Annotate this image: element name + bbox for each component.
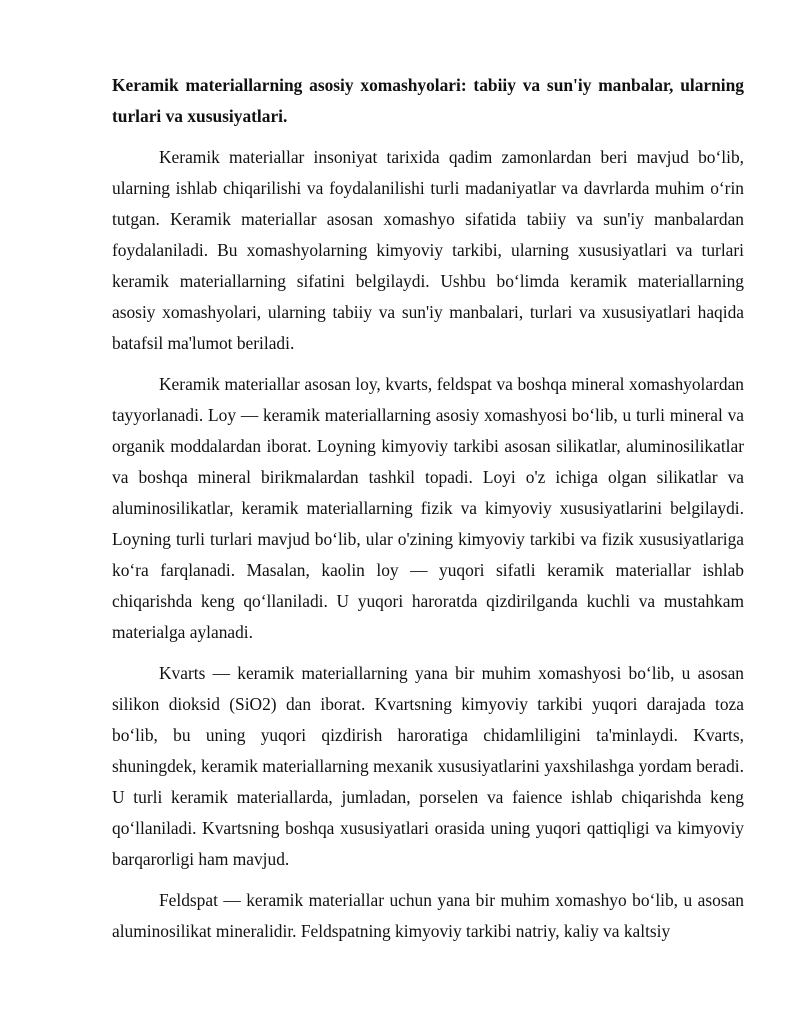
paragraph-loy: Keramik materiallar asosan loy, kvarts, feldspat va boshqa mineral xomashyolardan tayyorlanadi. Loy — keramik materiallarning asosiy xomashyosi bo‘lib, u turli mineral va organik moddalardan iborat. Loyning kimyoviy tarkibi asosan silikatlar, aluminosilikatlar va boshqa mineral birikmalardan tashkil topadi. Loyi o'z ichiga olgan silikatlar va aluminosilikatlar, keramik materiallarning fizik va kimyoviy xususiyatlarini belgilaydi. Loyning turli turlari mavjud bo‘lib, ular o'zining kimyoviy tarkibi va fizik xususiyatlariga ko‘ra farqlanadi. Masalan, kaolin loy — yuqori sifatli keramik materiallar ishlab chiqarishda keng qo‘llaniladi. U yuqori haroratda qizdirilganda kuchli va mustahkam materialga aylanadi.	[112, 374, 744, 642]
paragraph-kvarts: Kvarts — keramik materiallarning yana bir muhim xomashyosi bo‘lib, u asosan silikon dioksid (SiO2) dan iborat. Kvartsning kimyoviy tarkibi yuqori darajada toza bo‘lib, bu uning yuqori qizdirish haroratiga chidamliligini ta'minlaydi. Kvarts, shuningdek, keramik materiallarning mexanik xususiyatlarini yaxshilashga yordam beradi. U turli keramik materiallarda, jumladan, porselen va faience ishlab chiqarishda keng qo‘llaniladi. Kvartsning boshqa xususiyatlari orasida uning yuqori qattiqligi va kimyoviy barqarorligi ham mavjud.	[112, 663, 744, 869]
document-title: Keramik materiallarning asosiy xomashyolari: tabiiy va sun'iy manbalar, ularning turlari va xususiyatlari.	[112, 75, 744, 126]
paragraph-feldspat: Feldspat — keramik materiallar uchun yana bir muhim xomashyo bo‘lib, u asosan aluminosilikat mineralidir. Feldspatning kimyoviy tarkibi natriy, kaliy va kaltsiy	[112, 890, 744, 941]
paragraph-intro: Keramik materiallar insoniyat tarixida qadim zamonlardan beri mavjud bo‘lib, ularning ishlab chiqarilishi va foydalanilishi turli madaniyatlar va davrlarda muhim o‘rin tutgan. Keramik materiallar asosan xomashyo sifatida tabiiy va sun'iy manbalardan foydalaniladi. Bu xomashyolarning kimyoviy tarkibi, ularning xususiyatlari va turlari keramik materiallarning sifatini belgilaydi. Ushbu bo‘limda keramik materiallarning asosiy xomashyolari, ularning tabiiy va sun'iy manbalari, turlari va xususiyatlari haqida batafsil ma'lumot beriladi.	[112, 147, 744, 353]
